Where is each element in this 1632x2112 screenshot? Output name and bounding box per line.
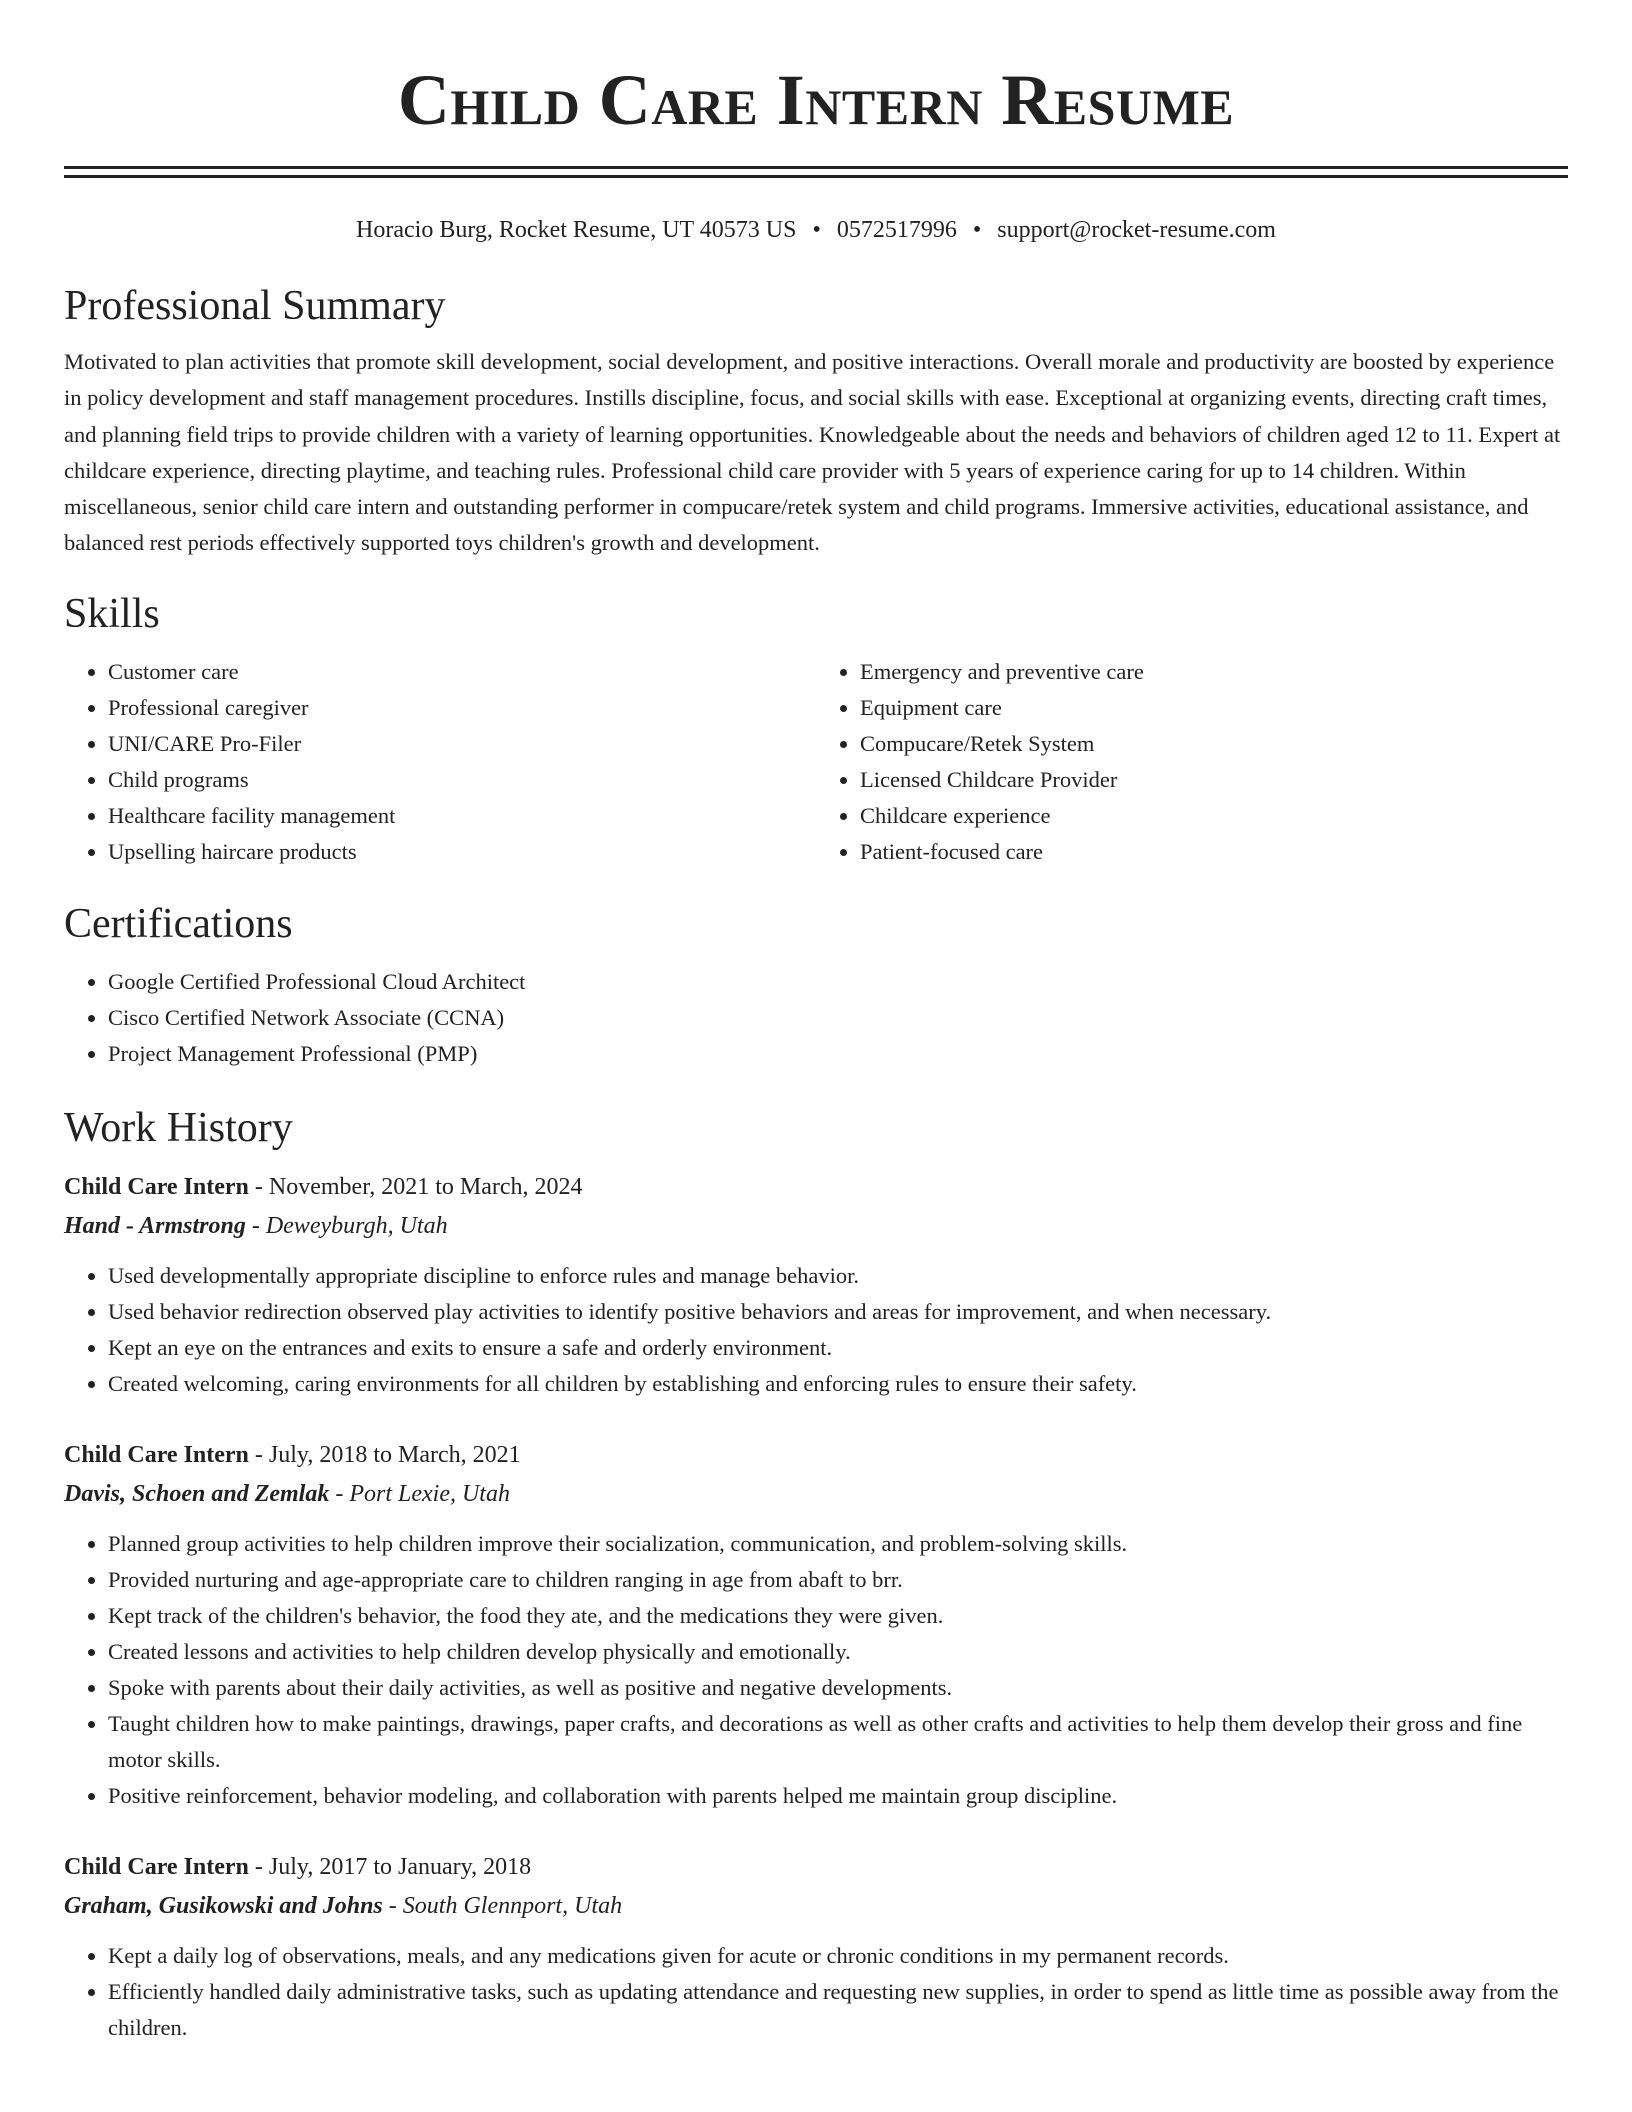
certification-item: • Project Management Professional (PMP) bbox=[108, 1036, 1568, 1072]
skill-item: • Licensed Childcare Provider bbox=[860, 762, 1568, 798]
job-company-line bbox=[64, 1206, 1568, 1246]
job-title: Child Care Intern bbox=[64, 1173, 249, 1200]
job-duty: • Created welcoming, caring environments for all children by establishing and enforcing rules to ensure their safety. bbox=[108, 1366, 1568, 1402]
skill-item: • Equipment care bbox=[860, 690, 1568, 726]
skill-item: • Child programs bbox=[108, 762, 816, 798]
job-duty: • Used developmentally appropriate discipline to enforce rules and manage behavior. bbox=[108, 1258, 1568, 1294]
certifications-section bbox=[64, 896, 1568, 1072]
skill-item: • Compucare/Retek System bbox=[860, 726, 1568, 762]
summary-text: Motivated to plan activities that promote skill development, social development, and positive interactions. Overall morale and productivity are boosted by experience in policy development and staff management procedures. Instills discipline, focus, and social skills with ease. Exceptional at organizing events, directing craft times, and planning field trips to provide children with a variety of learning opportunities. Knowledgeable about the needs and behaviors of children aged 12 to 11. Expert at childcare experience, directing playtime, and teaching rules. Professional child care provider with 5 years of experience caring for up to 14 children. Within miscellaneous, senior child care intern and outstanding performer in compucare/retek system and child programs. Immersive activities, educational assistance, and balanced rest periods effectively supported toys children's growth and development. bbox=[64, 349, 1561, 556]
summary-heading: Professional Summary bbox=[64, 283, 446, 329]
skills-list-right bbox=[816, 654, 1568, 870]
certification-item: • Cisco Certified Network Associate (CCNA) bbox=[108, 1000, 1568, 1036]
work-history-heading: Work History bbox=[64, 1104, 293, 1151]
skills-section bbox=[64, 586, 1568, 870]
skill-item: • Emergency and preventive care bbox=[860, 654, 1568, 690]
skill-item: • Professional caregiver bbox=[108, 690, 816, 726]
job-entry bbox=[64, 1168, 1568, 1402]
job-company-line bbox=[64, 1886, 1568, 1926]
company-name: Hand - Armstrong bbox=[64, 1212, 246, 1239]
job-title: Child Care Intern bbox=[64, 1853, 249, 1880]
job-dates: - November, 2021 to March, 2024 bbox=[248, 1173, 583, 1200]
contact-separator: • bbox=[972, 217, 982, 243]
job-duty: • Created lessons and activities to help children develop physically and emotionally. bbox=[108, 1634, 1568, 1670]
skill-item: • Healthcare facility management bbox=[108, 798, 816, 834]
skill-item: • Upselling haircare products bbox=[108, 834, 816, 870]
contact-line bbox=[64, 214, 1568, 246]
contact-email: support@rocket-resume.com bbox=[997, 217, 1276, 243]
certifications-heading: Certifications bbox=[64, 900, 293, 947]
title-divider bbox=[64, 166, 1568, 178]
skills-column-left bbox=[64, 654, 816, 870]
job-entry bbox=[64, 1436, 1568, 1814]
job-duty: • Kept a daily log of observations, meals, and any medications given for acute or chronic conditions in my permanent records. bbox=[108, 1938, 1568, 1974]
skill-item: • Childcare experience bbox=[860, 798, 1568, 834]
job-entry bbox=[64, 1848, 1568, 2046]
contact-separator: • bbox=[812, 217, 821, 243]
skill-item: • UNI/CARE Pro-Filer bbox=[108, 726, 816, 762]
skill-item: • Customer care bbox=[108, 654, 816, 690]
job-title-line bbox=[64, 1848, 1568, 1886]
work-history-section bbox=[64, 1100, 1568, 2046]
company-name: Davis, Schoen and Zemlak bbox=[64, 1480, 330, 1507]
job-duties-list bbox=[64, 1938, 1568, 2046]
job-title-line bbox=[64, 1168, 1568, 1206]
job-duty: • Kept an eye on the entrances and exits to ensure a safe and orderly environment. bbox=[108, 1330, 1568, 1366]
job-duty: • Taught children how to make paintings, drawings, paper crafts, and decorations as well as other crafts and activities to help them develop their gross and fine motor skills. bbox=[108, 1706, 1568, 1778]
certification-item: • Google Certified Professional Cloud Architect bbox=[108, 964, 1568, 1000]
skills-column-right bbox=[816, 654, 1568, 870]
job-duty: • Positive reinforcement, behavior modeling, and collaboration with parents helped me maintain group discipline. bbox=[108, 1778, 1568, 1814]
certifications-list bbox=[64, 964, 1568, 1072]
job-duties-list bbox=[64, 1258, 1568, 1402]
company-location: - Port Lexie, Utah bbox=[329, 1480, 510, 1507]
company-name: Graham, Gusikowski and Johns bbox=[64, 1892, 383, 1919]
company-location: - South Glennport, Utah bbox=[382, 1892, 623, 1919]
job-duty: • Provided nurturing and age-appropriate care to children ranging in age from abaft to brr. bbox=[108, 1562, 1568, 1598]
job-duty: • Efficiently handled daily administrative tasks, such as updating attendance and requesting new supplies, in order to spend as little time as possible away from the children. bbox=[108, 1974, 1568, 2046]
job-duties-list bbox=[64, 1526, 1568, 1814]
contact-address: Horacio Burg, Rocket Resume, UT 40573 US bbox=[356, 217, 797, 243]
job-title-line bbox=[64, 1436, 1568, 1474]
skills-list-left bbox=[64, 654, 816, 870]
job-duty: • Spoke with parents about their daily activities, as well as positive and negative developments. bbox=[108, 1670, 1568, 1706]
job-duty: • Planned group activities to help children improve their socialization, communication, and problem-solving skills. bbox=[108, 1526, 1568, 1562]
contact-phone: 0572517996 bbox=[836, 217, 957, 243]
job-dates: - July, 2018 to March, 2021 bbox=[248, 1441, 521, 1468]
skills-grid bbox=[64, 654, 1568, 870]
summary-section bbox=[64, 278, 1568, 562]
page-title: Child Care Intern Resume bbox=[397, 60, 1235, 140]
company-location: - Deweyburgh, Utah bbox=[245, 1212, 448, 1239]
job-duty: • Kept track of the children's behavior, the food they ate, and the medications they were given. bbox=[108, 1598, 1568, 1634]
skill-item: • Patient-focused care bbox=[860, 834, 1568, 870]
job-title: Child Care Intern bbox=[64, 1441, 249, 1468]
job-dates: - July, 2017 to January, 2018 bbox=[248, 1853, 532, 1880]
job-duty: • Used behavior redirection observed play activities to identify positive behaviors and areas for improvement, and when necessary. bbox=[108, 1294, 1568, 1330]
job-company-line bbox=[64, 1474, 1568, 1514]
skills-heading: Skills bbox=[64, 590, 160, 637]
